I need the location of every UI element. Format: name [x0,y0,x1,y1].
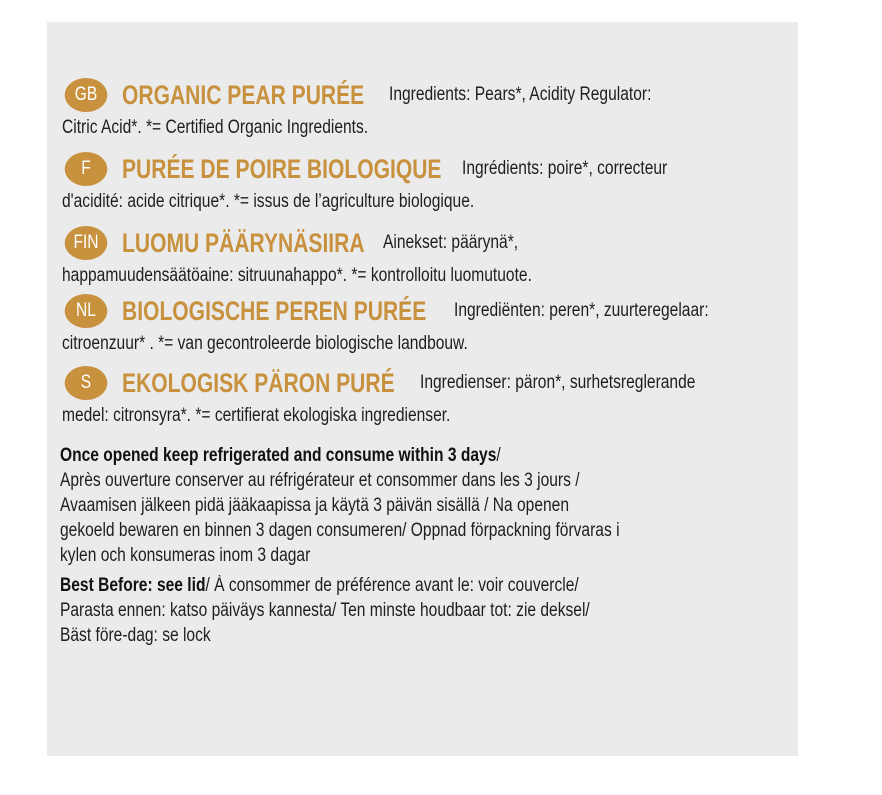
language-badge-f: F [65,152,108,186]
ingredients-f-line2: d'acidité: acide citrique*. *= issus de l’agriculture biologique. [62,191,475,212]
language-badge-s: S [65,366,108,400]
ingredients-gb-line1: Ingredients: Pears*, Acidity Regulator: [388,84,651,105]
best-before-fi-nl: Parasta ennen: katso päiväys kannesta/ Ten minste houdbaar tot: zie deksel/ [60,600,590,621]
language-badge-fin: FIN [65,226,108,260]
product-title-nl: BIOLOGISCHE PEREN PURÉE [122,295,427,326]
product-title-f: PURÉE DE POIRE BIOLOGIQUE [122,153,442,184]
language-badge-nl: NL [65,294,108,328]
ingredients-nl-line1: Ingrediënten: peren*, zuurteregelaar: [454,300,709,321]
ingredients-gb-line2: Citric Acid*. *= Certified Organic Ingredients. [62,117,369,138]
language-block-s [60,364,780,432]
product-title-fin: LUOMU PÄÄRYNÄSIIRA [122,227,365,258]
language-badge-gb: GB [65,78,108,112]
ingredients-fin-line2: happamuudensäätöaine: sitruunahappo*. *= kontrolloitu luomutuote. [62,265,532,286]
storage-heading: Once opened keep refrigerated and consume within 3 days [60,445,497,466]
product-title-gb: ORGANIC PEAR PURÉE [122,79,365,110]
storage-line-nl-no: gekoeld bewaren en binnen 3 dagen consumeren/ Oppnad förpackning förvaras i [60,520,620,541]
storage-line-fr: Après ouverture conserver au réfrigérateur et consommer dans les 3 jours / [60,470,580,491]
best-before-sv: Bäst före-dag: se lock [60,625,211,646]
product-title-s: EKOLOGISK PÄRON PURÉ [122,367,395,398]
language-block-gb [60,76,780,144]
best-before-fr: / À consommer de préférence avant le: voir couvercle/ [205,575,579,596]
language-block-f [60,150,780,218]
ingredients-s-line2: medel: citronsyra*. *= certifierat ekologiska ingredienser. [62,405,451,426]
ingredients-fin-line1: Ainekset: päärynä*, [383,232,519,253]
ingredients-f-line1: Ingrédients: poire*, correcteur [461,158,667,179]
language-block-nl [60,292,780,360]
storage-instructions [60,443,780,648]
storage-heading-slash: / [496,445,501,466]
storage-line-sv: kylen och konsumeras inom 3 dagar [60,545,311,566]
ingredients-s-line1: Ingredienser: päron*, surhetsreglerande [419,372,695,393]
language-block-fin [60,224,780,292]
ingredients-nl-line2: citroenzuur* . *= van gecontroleerde biologische landbouw. [62,333,468,354]
best-before-heading: Best Before: see lid [60,575,206,596]
storage-line-fi: Avaamisen jälkeen pidä jääkaapissa ja käytä 3 päivän sisällä / Na openen [60,495,569,516]
